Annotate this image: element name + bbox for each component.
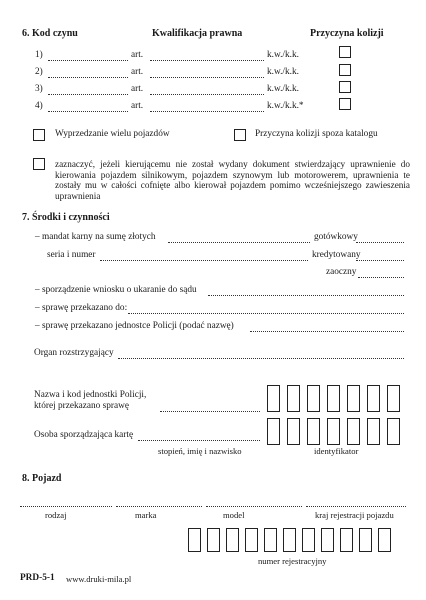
plate-char-box[interactable] xyxy=(321,528,334,552)
row-number: 3) xyxy=(35,84,43,94)
vehicle-model-label: model xyxy=(223,510,245,520)
case-police-label: – sprawę przekazano jednostce Policji (podać nazwę) xyxy=(35,321,234,331)
collision-cause-header: Przyczyna kolizji xyxy=(310,28,384,39)
case-to-label: – sprawę przekazano do: xyxy=(35,303,128,313)
art-label: art. xyxy=(131,67,144,77)
deciding-body-field[interactable] xyxy=(118,358,404,359)
code-label: k.w./k.k. xyxy=(267,67,299,77)
collision-cause-checkbox[interactable] xyxy=(339,98,351,110)
act-code-field[interactable] xyxy=(48,94,128,95)
vehicle-type-field[interactable] xyxy=(20,506,112,507)
police-unit-field[interactable] xyxy=(160,411,260,412)
qualification-header: Kwalifikacja prawna xyxy=(152,28,243,39)
registration-country-field[interactable] xyxy=(306,506,406,507)
collision-cause-checkbox[interactable] xyxy=(339,81,351,93)
author-id-box[interactable] xyxy=(267,418,280,445)
section6-title: 6. Kod czynu xyxy=(22,28,78,39)
police-code-box[interactable] xyxy=(347,385,360,412)
police-code-box[interactable] xyxy=(367,385,380,412)
license-note-text: zaznaczyć, jeżeli kierującemu nie został wydany dokument stwierdzający uprawnienie do kierowania pojazdem silnikowym, pojazdem szynowym lub motorowerem, uprawnienia te zostały mu w całości cofnięte albo kierował pojazdem pomimo wcześniejszego zawieszenia uprawnienia xyxy=(55,159,410,201)
author-caption: stopień, imię i nazwisko xyxy=(158,446,242,456)
author-id-box[interactable] xyxy=(307,418,320,445)
collision-cause-checkbox[interactable] xyxy=(339,64,351,76)
author-id-box[interactable] xyxy=(387,418,400,445)
cash-label: gotówkowy xyxy=(314,232,358,242)
act-code-field[interactable] xyxy=(48,77,128,78)
vehicle-type-label: rodzaj xyxy=(45,510,67,520)
article-field[interactable] xyxy=(150,60,264,61)
code-label: k.w./k.k.* xyxy=(267,101,304,111)
section7-title: 7. Środki i czynności xyxy=(22,212,110,223)
court-motion-field[interactable] xyxy=(208,295,404,296)
police-code-box[interactable] xyxy=(327,385,340,412)
act-code-field[interactable] xyxy=(48,111,128,112)
outside-catalog-label: Przyczyna kolizji spoza katalogu xyxy=(255,129,378,139)
court-motion-label: – sporządzenie wniosku o ukaranie do sądu xyxy=(35,285,197,295)
id-caption: identyfikator xyxy=(314,446,359,456)
case-to-field[interactable] xyxy=(128,313,404,314)
deciding-body-label: Organ rozstrzygający xyxy=(34,348,114,358)
author-id-box[interactable] xyxy=(327,418,340,445)
plate-char-box[interactable] xyxy=(283,528,296,552)
police-code-box[interactable] xyxy=(307,385,320,412)
collision-cause-checkbox[interactable] xyxy=(339,46,351,58)
plate-char-box[interactable] xyxy=(207,528,220,552)
paid-field[interactable] xyxy=(358,277,404,278)
website: www.druki-mila.pl xyxy=(66,574,132,584)
section8-title: 8. Pojazd xyxy=(22,473,62,484)
series-label: seria i numer xyxy=(47,250,96,260)
fine-amount-field[interactable] xyxy=(168,242,310,243)
art-label: art. xyxy=(131,84,144,94)
credit-label: kredytowany xyxy=(312,250,361,260)
cash-field[interactable] xyxy=(356,242,404,243)
code-label: k.w./k.k. xyxy=(267,84,299,94)
row-number: 1) xyxy=(35,50,43,60)
police-unit-label: Nazwa i kod jednostki Policji, xyxy=(34,390,147,400)
author-id-box[interactable] xyxy=(367,418,380,445)
author-field[interactable] xyxy=(138,440,260,441)
plate-char-box[interactable] xyxy=(302,528,315,552)
credit-field[interactable] xyxy=(356,260,404,261)
plate-char-box[interactable] xyxy=(264,528,277,552)
police-unit-label-2: której przekazano sprawę xyxy=(34,401,129,411)
art-label: art. xyxy=(131,50,144,60)
paid-label: zaoczny xyxy=(326,267,357,277)
author-id-box[interactable] xyxy=(287,418,300,445)
form-code: PRD-5-1 xyxy=(20,573,55,583)
plate-char-box[interactable] xyxy=(378,528,391,552)
plate-char-box[interactable] xyxy=(340,528,353,552)
plate-char-box[interactable] xyxy=(245,528,258,552)
license-note-checkbox[interactable] xyxy=(33,158,45,170)
police-code-box[interactable] xyxy=(287,385,300,412)
article-field[interactable] xyxy=(150,111,264,112)
article-field[interactable] xyxy=(150,77,264,78)
vehicle-make-label: marka xyxy=(135,510,157,520)
fine-label: – mandat karny na sumę złotych xyxy=(35,232,156,242)
plate-caption: numer rejestracyjny xyxy=(258,556,327,566)
registration-country-label: kraj rejestracji pojazdu xyxy=(315,510,394,520)
author-label: Osoba sporządzająca kartę xyxy=(34,430,134,440)
author-id-box[interactable] xyxy=(347,418,360,445)
vehicle-model-field[interactable] xyxy=(206,506,302,507)
plate-char-box[interactable] xyxy=(359,528,372,552)
art-label: art. xyxy=(131,101,144,111)
overtaking-label: Wyprzedzanie wielu pojazdów xyxy=(55,129,170,139)
case-police-field[interactable] xyxy=(250,331,404,332)
code-label: k.w./k.k. xyxy=(267,50,299,60)
outside-catalog-checkbox[interactable] xyxy=(234,129,246,141)
series-number-field[interactable] xyxy=(100,260,308,261)
article-field[interactable] xyxy=(150,94,264,95)
vehicle-make-field[interactable] xyxy=(116,506,202,507)
police-code-box[interactable] xyxy=(387,385,400,412)
police-code-box[interactable] xyxy=(267,385,280,412)
row-number: 2) xyxy=(35,67,43,77)
row-number: 4) xyxy=(35,101,43,111)
act-code-field[interactable] xyxy=(48,60,128,61)
plate-char-box[interactable] xyxy=(226,528,239,552)
overtaking-checkbox[interactable] xyxy=(33,129,45,141)
plate-char-box[interactable] xyxy=(188,528,201,552)
